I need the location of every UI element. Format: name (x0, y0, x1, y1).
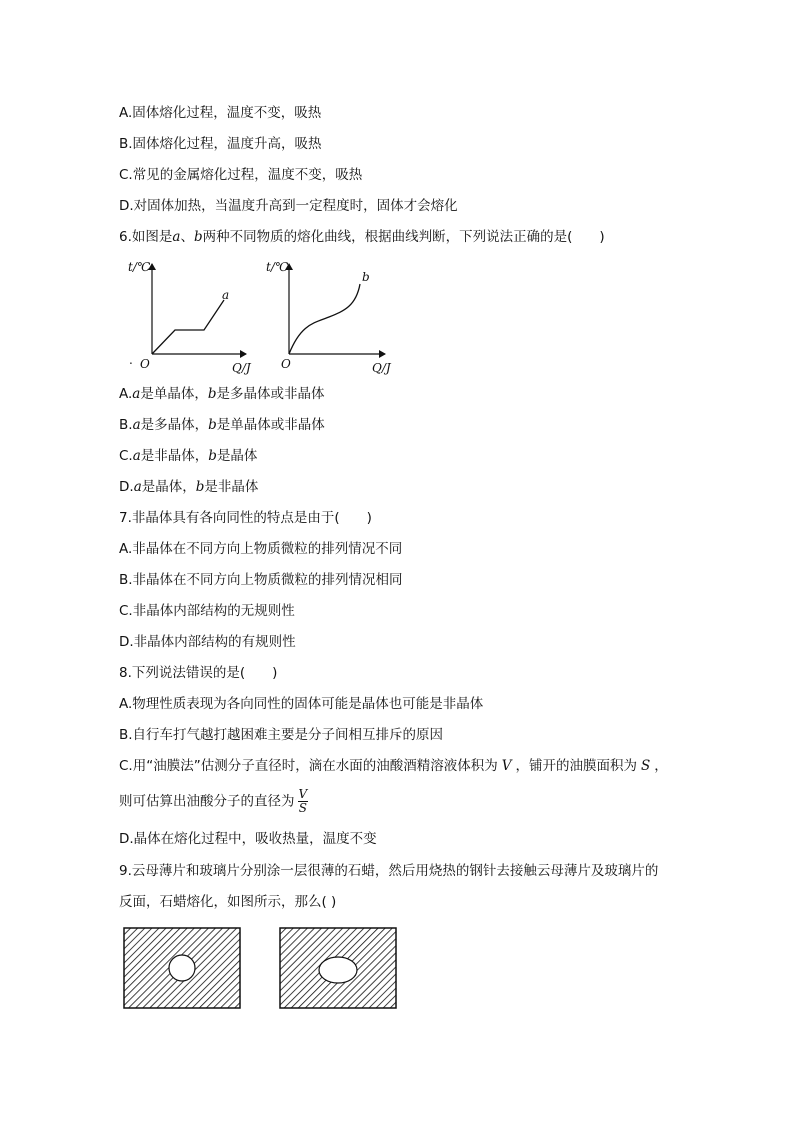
q6-option-a-text1: 是单晶体， (140, 386, 208, 402)
q8-option-b: B.自行车打气越打越困难主要是分子间相互排斥的原因 (119, 727, 444, 743)
q8-var-v: V (501, 758, 512, 774)
q6-option-b-text2: 是单晶体或非晶体 (216, 417, 325, 433)
q5-option-b: B.固体熔化过程，温度升高，吸热 (119, 136, 322, 152)
graph-b-origin: O (281, 357, 291, 371)
q9-wax-plates-figure (120, 924, 402, 1014)
q6-option-d-prefix: D. (119, 479, 134, 495)
q6-option-c-prefix: C. (119, 448, 133, 464)
q6-var-a: a (172, 229, 181, 245)
mica-plate (124, 928, 240, 1008)
q9-stem-line2: 反面，石蜡熔化，如图所示，那么( ) (119, 894, 337, 910)
q7-option-d: D.非晶体内部结构的有规则性 (119, 634, 296, 650)
q6-var-b: b (193, 229, 203, 245)
q8-option-c-mid: ，铺开的油膜面积为 (515, 758, 637, 774)
curve-b-label: b (362, 270, 370, 284)
q6-option-b-var2: b (208, 417, 217, 433)
q5-option-c: C.常见的金属熔化过程，温度不变，吸热 (119, 167, 363, 183)
graph-b (266, 260, 392, 375)
q6-option-d (119, 478, 258, 496)
graph-b-x-label: Q/J (372, 361, 391, 375)
curve-a (152, 300, 224, 354)
q6-stem-post: 两种不同物质的熔化曲线，根据曲线判断，下列说法正确的是( ) (202, 229, 605, 245)
q8-fraction-v-over-s (298, 788, 309, 815)
q8-stem: 8.下列说法错误的是( ) (119, 665, 278, 681)
q6-option-d-text2: 是非晶体 (204, 479, 259, 495)
q6-stem-pre: 6.如图是 (119, 229, 173, 245)
q6-option-c-text2: 是晶体 (216, 448, 258, 464)
graph-a-x-label: Q/J (232, 361, 251, 375)
q8-fraction-denominator: S (298, 801, 307, 815)
graph-a-y-label: t/℃ (128, 260, 151, 274)
q6-stem (119, 228, 605, 246)
q8-option-a: A.物理性质表现为各向同性的固体可能是晶体也可能是非晶体 (119, 696, 484, 712)
q6-option-a-text2: 是多晶体或非晶体 (216, 386, 325, 402)
q6-option-c-text1: 是非晶体， (140, 448, 209, 464)
q6-sep: 、 (180, 229, 194, 245)
q6-option-a-var2: b (207, 386, 217, 402)
q6-option-c-var2: b (208, 448, 217, 464)
q5-option-a: A.固体熔化过程，温度不变，吸热 (119, 105, 322, 121)
q6-melting-curves-figure (118, 254, 408, 378)
q7-stem: 7.非晶体具有各向同性的特点是由于( ) (119, 510, 372, 526)
q7-option-c: C.非晶体内部结构的无规则性 (119, 603, 295, 619)
q8-option-c-line2 (119, 788, 308, 815)
q5-option-d: D.对固体加热，当温度升高到一定程度时，固体才会熔化 (119, 198, 458, 214)
q7-option-a: A.非晶体在不同方向上物质微粒的排列情况不同 (119, 541, 403, 557)
graph-a-dot: . (129, 353, 133, 367)
q6-option-d-var2: b (195, 479, 205, 495)
q6-option-c (119, 447, 257, 465)
curve-a-label: a (222, 288, 230, 302)
graph-a (128, 260, 252, 375)
curve-b (289, 284, 360, 354)
q7-option-b: B.非晶体在不同方向上物质微粒的排列情况相同 (119, 572, 403, 588)
q8-option-d: D.晶体在熔化过程中，吸收热量，温度不变 (119, 831, 377, 847)
q8-option-c-line2-text: 则可估算出油酸分子的直径为 (119, 793, 295, 810)
graph-a-origin: O (140, 357, 150, 371)
q8-fraction-numerator: V (298, 787, 308, 801)
q6-option-a (119, 385, 325, 403)
q6-option-b-var1: a (132, 417, 141, 433)
glass-plate (280, 928, 396, 1008)
q6-option-c-var1: a (132, 448, 141, 464)
q8-option-c-end: ， (654, 758, 668, 774)
q6-option-a-prefix: A. (119, 386, 133, 402)
q6-option-b-prefix: B. (119, 417, 133, 433)
q6-option-b-text1: 是多晶体， (140, 417, 209, 433)
q6-option-b (119, 416, 325, 434)
q8-option-c-pre: C.用“油膜法”估测分子直径时，滴在水面的油酸酒精溶液体积为 (119, 758, 498, 774)
q8-var-s: S (640, 758, 651, 774)
glass-melt-ellipse (319, 957, 357, 983)
q6-option-a-var1: a (132, 386, 141, 402)
q6-option-d-text1: 是晶体， (141, 479, 196, 495)
q9-stem-line1: 9.云母薄片和玻璃片分别涂一层很薄的石蜡，然后用烧热的钢针去接触云母薄片及玻璃片的 (119, 863, 659, 879)
graph-b-y-label: t/℃ (266, 260, 289, 274)
q6-option-d-var1: a (133, 479, 142, 495)
mica-melt-circle (169, 955, 195, 981)
q8-option-c (119, 757, 668, 775)
